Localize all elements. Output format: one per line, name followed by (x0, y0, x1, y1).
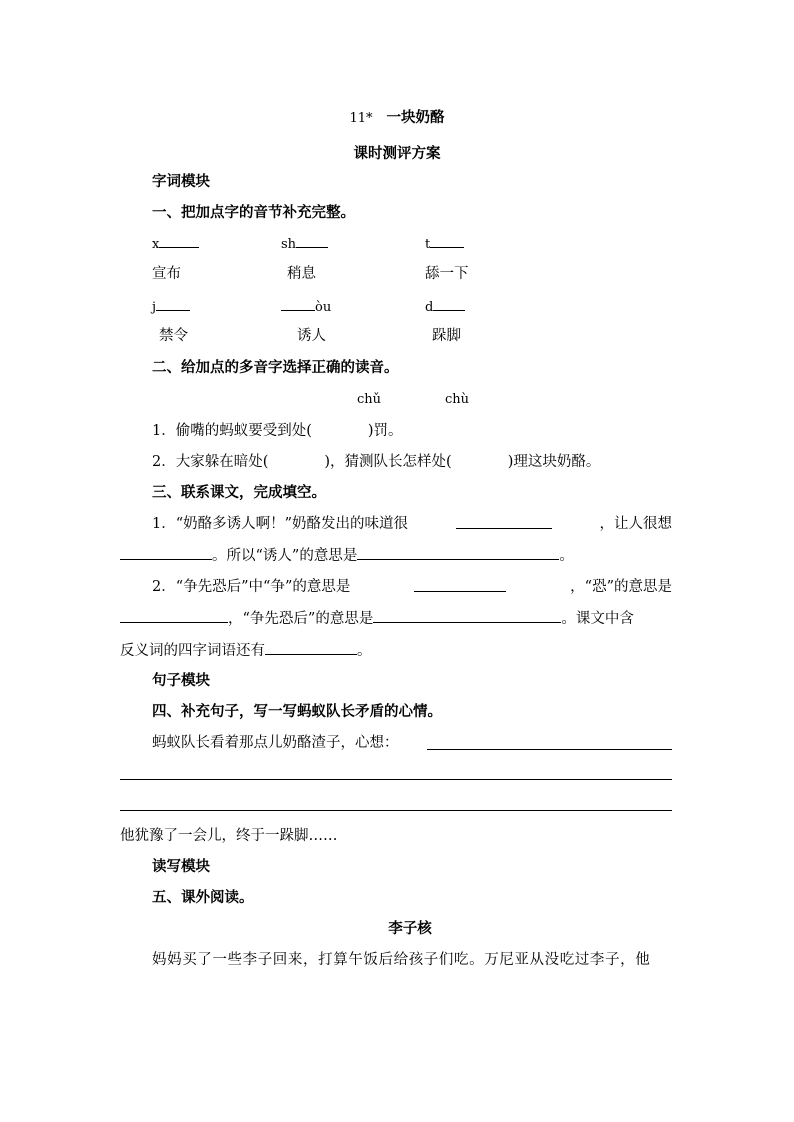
pinyin-blank-4: j (152, 296, 190, 318)
section-heading-duxie: 读写模块 (152, 859, 210, 875)
question-4-heading: 四、补充句子，写一写蚂蚁队长矛盾的心情。 (152, 704, 442, 720)
page-subtitle: 课时测评方案 (353, 146, 441, 162)
answer-blank[interactable] (430, 233, 464, 248)
word-5: 诱人 (297, 328, 326, 344)
answer-blank[interactable] (120, 608, 228, 623)
answer-blank[interactable] (265, 640, 357, 655)
option-chu3: chǔ (357, 392, 382, 407)
question-4-lead: 蚂蚁队长看着那点儿奶酪渣子，心想： (152, 735, 399, 751)
question-4-tail: 他犹豫了一会儿，终于一跺脚…… (120, 828, 338, 844)
answer-blank[interactable] (456, 514, 552, 529)
pinyin-blank-6: d (425, 296, 465, 318)
question-3-item-2-line-3: 反义词的四字词语还有 。 (120, 640, 372, 661)
answer-blank[interactable] (159, 233, 199, 248)
word-3: 舔一下 (425, 266, 469, 282)
pinyin-blank-2: sh (281, 233, 328, 255)
answer-blank[interactable] (414, 577, 506, 592)
question-3-heading: 三、联系课文，完成填空。 (152, 485, 326, 501)
word-2: 稍息 (287, 266, 316, 282)
question-3-item-1-line-1: 1．“奶酪多诱人啊！”奶酪发出的味道很 ，让人很想 (152, 516, 672, 532)
writing-line[interactable] (427, 749, 672, 750)
lesson-number: 11* (349, 111, 373, 126)
answer-blank[interactable] (281, 296, 315, 311)
answer-blank[interactable] (156, 296, 190, 311)
lesson-name: 一块奶酪 (386, 110, 445, 126)
answer-blank[interactable] (120, 545, 212, 560)
option-chu4: chù (445, 392, 470, 407)
lesson-title (0, 108, 794, 129)
answer-blank[interactable] (373, 608, 561, 623)
writing-line[interactable] (120, 779, 672, 780)
writing-line[interactable] (120, 810, 672, 811)
story-paragraph: 妈妈买了一些李子回来，打算午饭后给孩子们吃。万尼亚从没吃过李子，他 (152, 952, 651, 968)
section-heading-ziyi: 字词模块 (152, 174, 210, 190)
answer-blank[interactable] (357, 545, 559, 560)
answer-blank[interactable] (433, 296, 465, 311)
question-1-heading: 一、把加点字的音节补充完整。 (152, 205, 355, 221)
question-2-heading: 二、给加点的多音字选择正确的读音。 (152, 360, 399, 376)
pinyin-blank-1: x (152, 233, 199, 255)
section-heading-juzi: 句子模块 (152, 673, 210, 689)
question-3-item-1-line-2: 。所以“诱人”的意思是 。 (120, 545, 574, 566)
word-1: 宣布 (152, 266, 181, 282)
word-4: 禁令 (159, 328, 188, 344)
story-title: 李子核 (388, 921, 432, 937)
question-3-item-2-line-1: 2．“争先恐后”中“争”的意思是 ，“恐”的意思是 (152, 579, 672, 595)
answer-blank[interactable] (296, 233, 328, 248)
pinyin-blank-5: òu (281, 296, 331, 318)
question-3-item-2-line-2: ，“争先恐后”的意思是 。课文中含 (120, 608, 634, 629)
question-2-item-1: 1．偷嘴的蚂蚁要受到处( )罚。 (152, 423, 403, 439)
word-6: 跺脚 (432, 328, 461, 344)
question-2-item-2: 2．大家躲在暗处( )，猜测队长怎样处( )理这块奶酪。 (152, 454, 601, 470)
pinyin-blank-3: t (425, 233, 464, 255)
question-5-heading: 五、课外阅读。 (152, 890, 254, 906)
